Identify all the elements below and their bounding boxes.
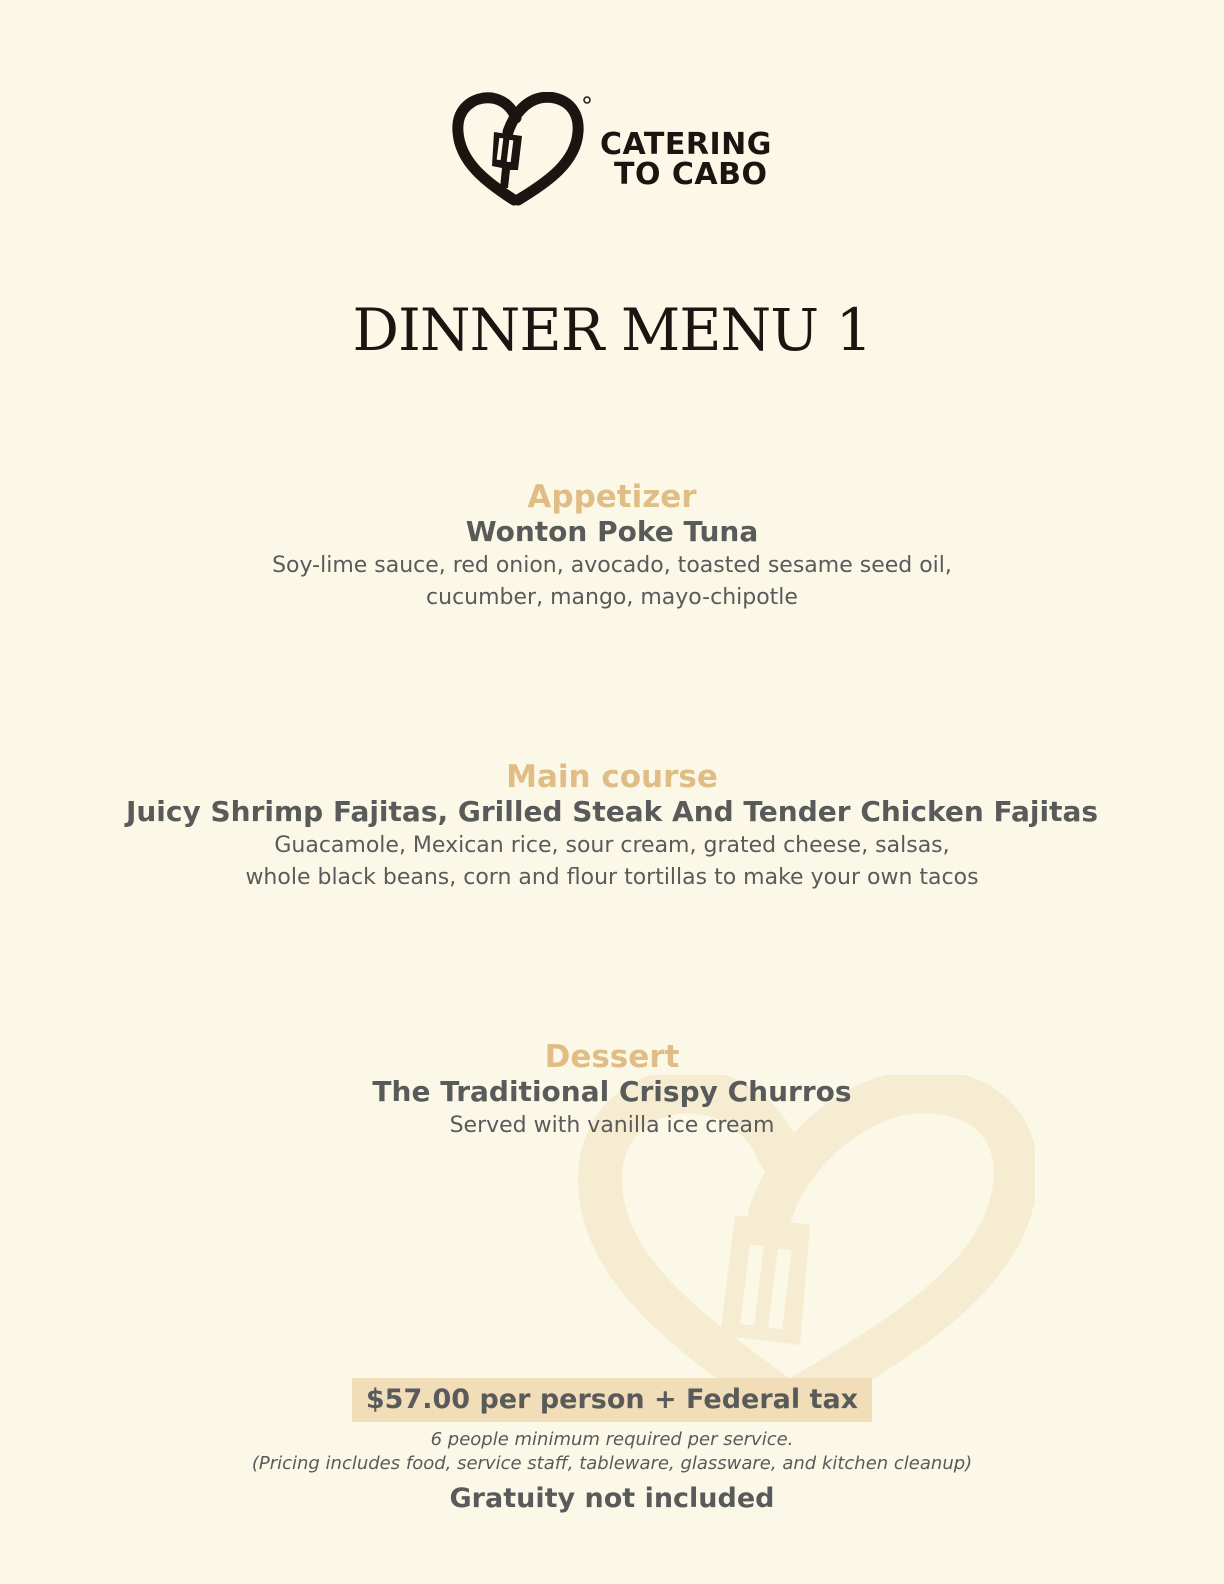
menu-section-dessert bbox=[0, 1040, 1224, 1142]
heart-fork-icon bbox=[452, 92, 592, 212]
menu-section-appetizer bbox=[0, 480, 1224, 614]
section-description-line: whole black beans, corn and flour tortillas to make your own tacos bbox=[245, 865, 979, 890]
section-category: Dessert bbox=[544, 1039, 680, 1075]
page-title: DINNER MENU 1 bbox=[352, 296, 872, 364]
section-dish: The Traditional Crispy Churros bbox=[372, 1075, 852, 1108]
minimum-note: 6 people minimum required per service. bbox=[430, 1429, 794, 1450]
section-description-line: Soy-lime sauce, red onion, avocado, toasted sesame seed oil, bbox=[272, 553, 952, 578]
price-block bbox=[0, 1378, 1224, 1422]
price-label: $57.00 per person + Federal tax bbox=[352, 1378, 872, 1422]
company-logo bbox=[452, 92, 772, 212]
menu-section-main-course bbox=[0, 760, 1224, 894]
gratuity-note: Gratuity not included bbox=[449, 1483, 775, 1514]
logo-line-2: TO CABO bbox=[614, 157, 768, 192]
logo-wordmark bbox=[600, 127, 772, 192]
pricing-notes bbox=[0, 1428, 1224, 1516]
section-description-line: Served with vanilla ice cream bbox=[449, 1113, 775, 1138]
section-category: Main course bbox=[506, 759, 718, 795]
section-dish: Wonton Poke Tuna bbox=[465, 515, 759, 548]
logo-line-1: CATERING bbox=[600, 127, 772, 162]
section-description-line: cucumber, mango, mayo-chipotle bbox=[426, 585, 798, 610]
section-category: Appetizer bbox=[527, 479, 697, 515]
section-description-line: Guacamole, Mexican rice, sour cream, grated cheese, salsas, bbox=[274, 833, 950, 858]
section-dish: Juicy Shrimp Fajitas, Grilled Steak And Tender Chicken Fajitas bbox=[125, 795, 1099, 828]
inclusions-note: (Pricing includes food, service staff, tableware, glassware, and kitchen cleanup) bbox=[251, 1453, 973, 1474]
